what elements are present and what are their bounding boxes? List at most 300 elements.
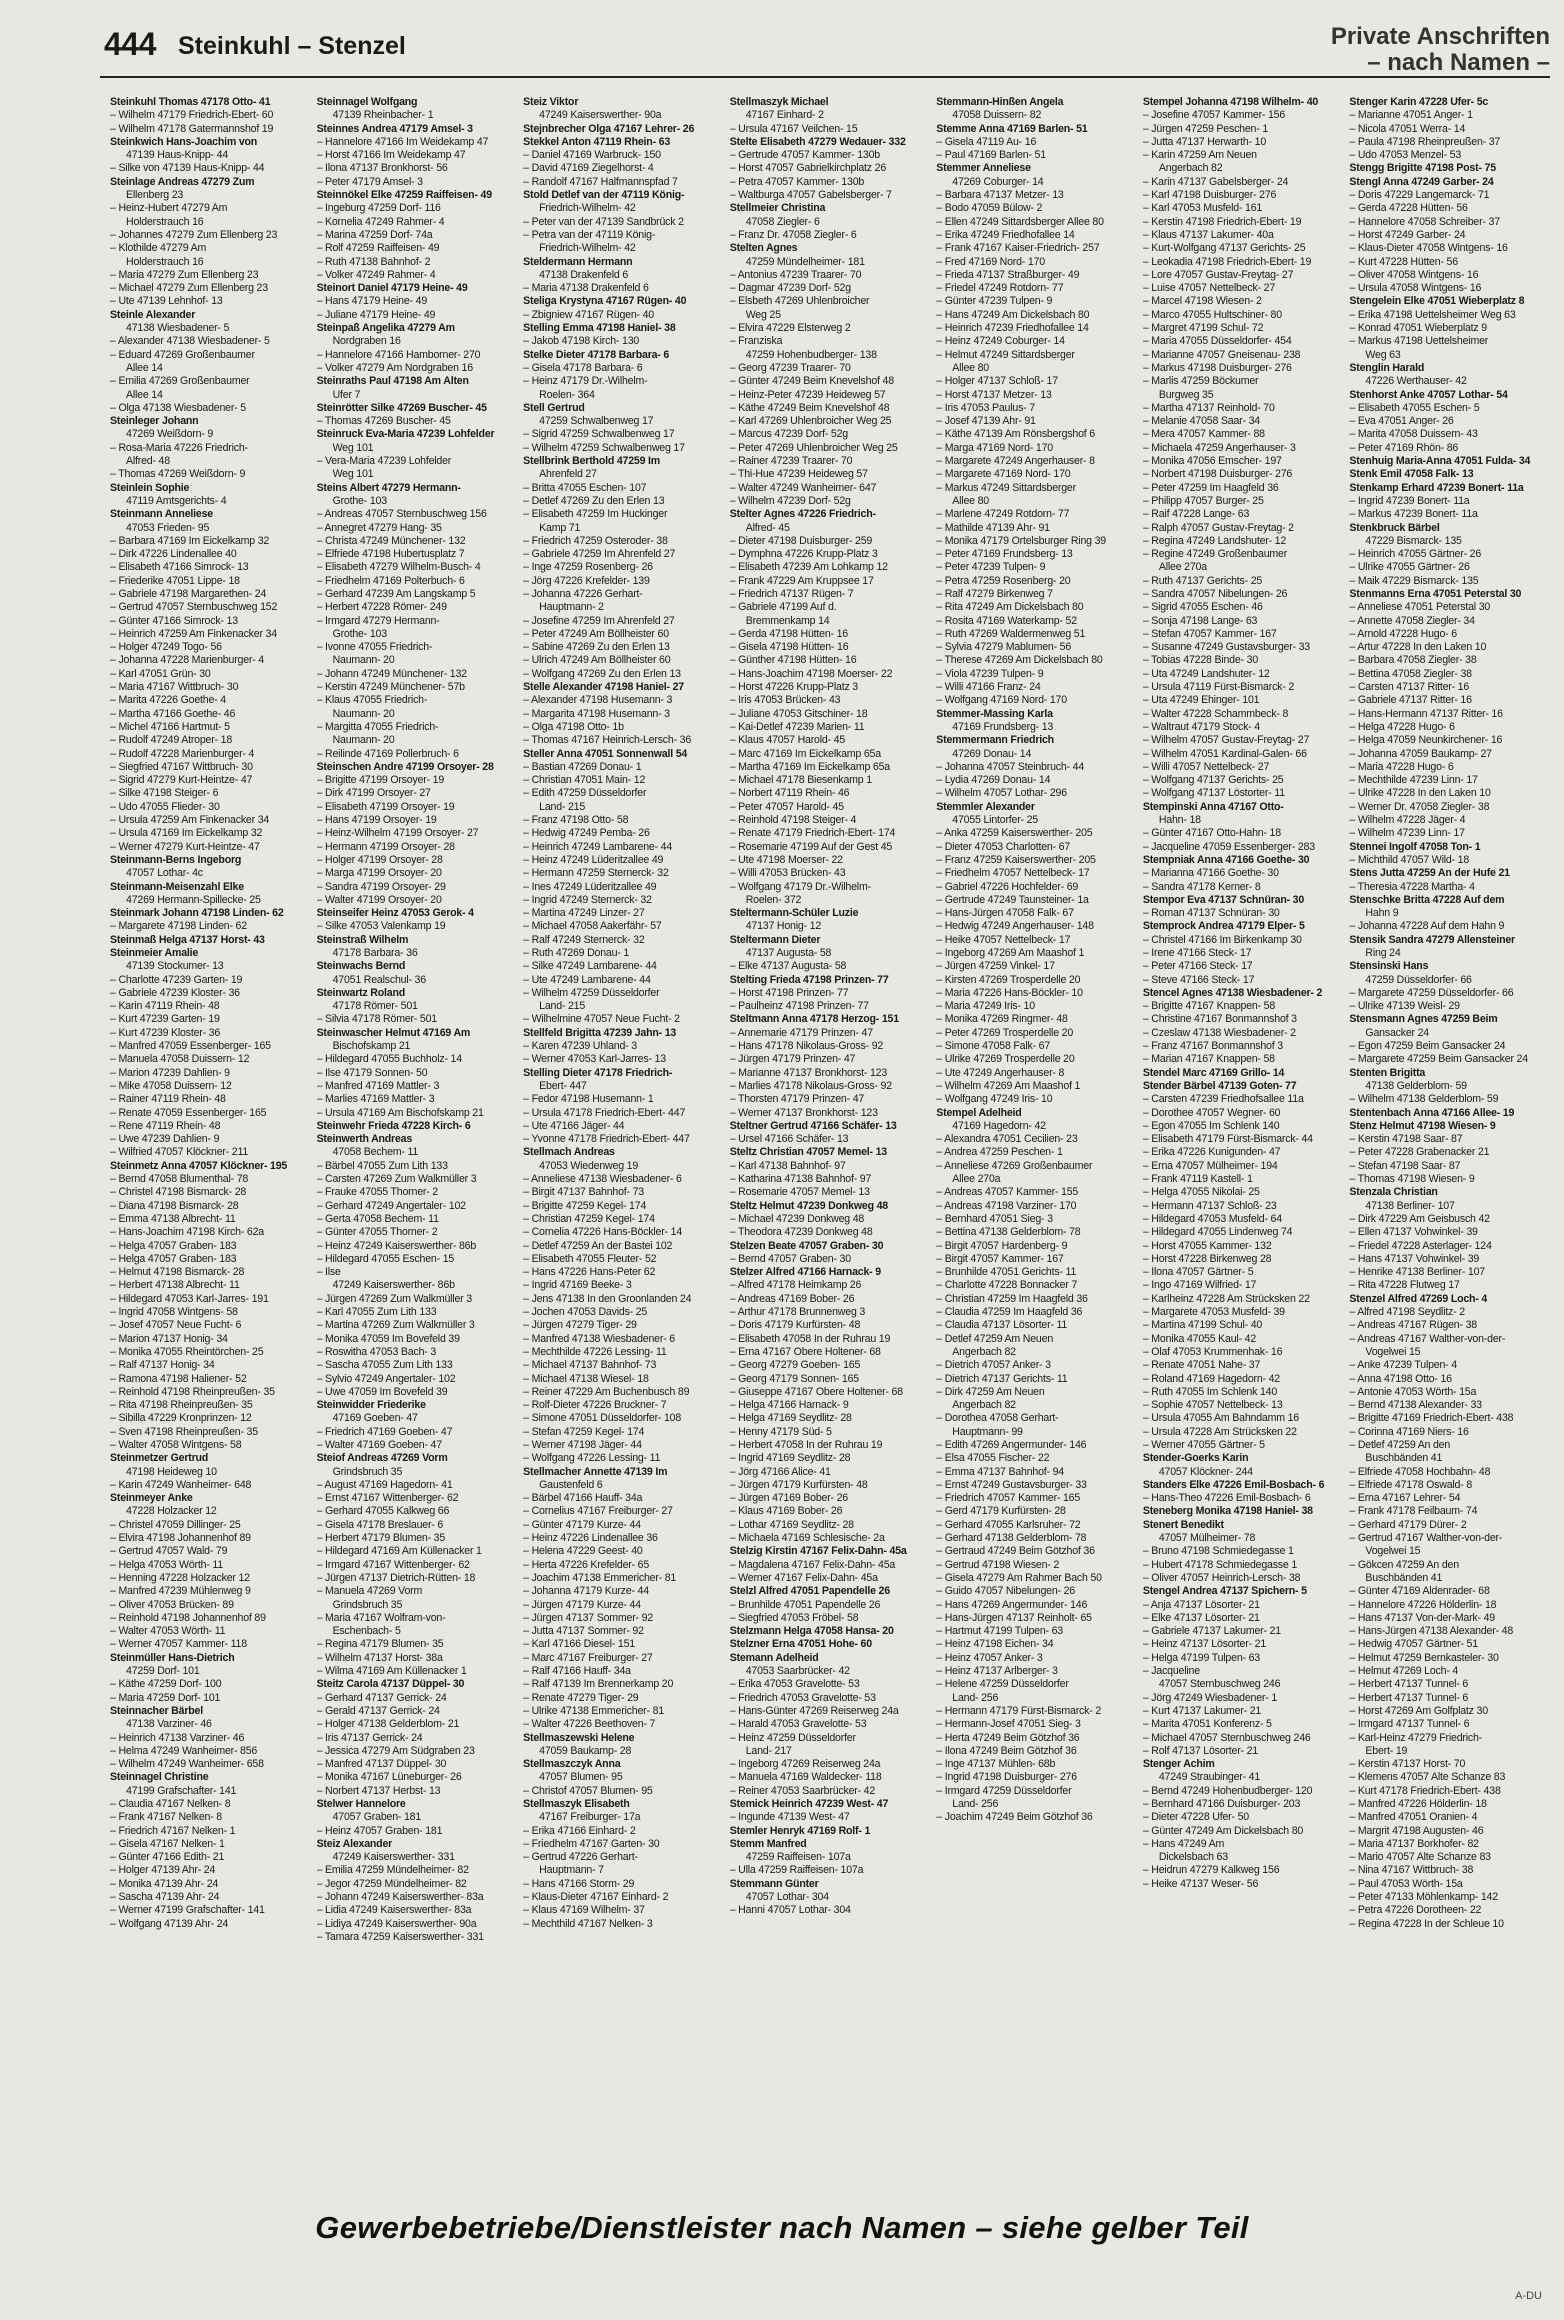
- listing-entry: – Siegfried 47167 Wittbruch- 30: [110, 761, 311, 774]
- listing-entry: – Gertrud 47057 Sternbuschweg 152: [110, 601, 311, 614]
- listing-entry: Ufer 7: [332, 388, 361, 401]
- listing-entry: – Heinz 47198 Eichen- 34: [936, 1638, 1137, 1651]
- listing-entry: – Henrike 47138 Berliner- 107: [1349, 1266, 1550, 1279]
- listing-entry: – Alexander 47198 Husemann- 3: [523, 694, 724, 707]
- listing-entry: – Helga 47057 Graben- 183: [110, 1253, 311, 1266]
- listing-entry: – Raif 47228 Lange- 63: [1143, 508, 1344, 521]
- listing-entry: Buschbänden 41: [1365, 1452, 1443, 1465]
- listing-entry: – Günter 47169 Aldenrader- 68: [1349, 1585, 1550, 1598]
- listing-entry: – Herbert 47137 Tunnel- 6: [1349, 1678, 1550, 1691]
- listing-entry: – Emma 47137 Bahnhof- 94: [936, 1466, 1137, 1479]
- listing-entry: Burgweg 35: [1158, 388, 1214, 401]
- listing-entry: – Hermann-Josef 47051 Sieg- 3: [936, 1718, 1137, 1731]
- listing-entry: – Ralf 47279 Birkenweg 7: [936, 588, 1137, 601]
- listing-entry: – Wilhelm 47269 Am Maashof 1: [936, 1080, 1137, 1093]
- listing-entry: – Marita 47051 Konferenz- 5: [1143, 1718, 1344, 1731]
- listing-entry: – Silke 47198 Steiger- 6: [110, 787, 311, 800]
- listing-entry: – Paula 47198 Rheinpreußen- 37: [1349, 136, 1550, 149]
- listing-entry: – Gertrud 47057 Wald- 79: [110, 1545, 311, 1558]
- listing-entry: – Wilhelm 47057 Gustav-Freytag- 27: [1143, 734, 1344, 747]
- surname-entry: Steiof Andreas 47269 Vorm: [316, 1452, 448, 1465]
- listing-entry: – Monika 47055 Rheintörchen- 25: [110, 1346, 311, 1359]
- listing-entry: – Peter 47133 Möhlenkamp- 142: [1349, 1891, 1550, 1904]
- listing-entry: – Hans 47178 Nikolaus-Gross- 92: [730, 1040, 931, 1053]
- listing-entry: – Helmut 47269 Loch- 4: [1349, 1665, 1550, 1678]
- surname-entry: Stellmaszyk Michael: [729, 96, 829, 108]
- listing-entry: – Carsten 47269 Zum Walkmüller 3: [317, 1173, 518, 1186]
- listing-entry: – Thorsten 47179 Prinzen- 47: [730, 1093, 931, 1106]
- listing-entry: – Wilhelm 47239 Dorf- 52g: [730, 495, 931, 508]
- listing-entry: 47059 Baukamp- 28: [539, 1744, 632, 1757]
- listing-entry: – Michael 47058 Aakerfähr- 57: [523, 920, 724, 933]
- listing-entry: – Uwe 47239 Dahlien- 9: [110, 1133, 311, 1146]
- listing-entry: – Friedhelm 47169 Polterbuch- 6: [317, 575, 518, 588]
- listing-entry: – Gisela 47167 Nelken- 1: [110, 1838, 311, 1851]
- surname-entry: Stenert Benedikt: [1142, 1518, 1224, 1531]
- listing-entry: – Maria 47249 Iris- 10: [936, 1000, 1137, 1013]
- listing-entry: – Herta 47226 Krefelder- 65: [523, 1559, 724, 1572]
- listing-entry: – Anneliese 47138 Wiesbadener- 6: [523, 1173, 724, 1186]
- listing-entry: – Friedrich 47137 Rügen- 7: [730, 588, 931, 601]
- listing-entry: Bischofskamp 21: [332, 1040, 411, 1053]
- listing-entry: – Lidia 47249 Kaiserswerther- 83a: [317, 1904, 518, 1917]
- listing-entry: – Werner 47167 Felix-Dahn- 45a: [730, 1572, 931, 1585]
- listing-entry: – Gisela 47178 Breslauer- 6: [317, 1519, 518, 1532]
- listing-entry: Hauptmann- 2: [539, 601, 604, 614]
- listing-entry: – Thomas 47167 Heinrich-Lersch- 36: [523, 734, 724, 747]
- listing-entry: – Petra van der 47119 König-: [523, 229, 724, 242]
- surname-entry: Stempor Eva 47137 Schnüran- 30: [1142, 893, 1305, 906]
- surname-entry: Stelle Alexander 47198 Haniel- 27: [523, 681, 684, 694]
- listing-entry: – Ute 47166 Jäger- 44: [523, 1120, 724, 1133]
- listing-entry: – Rudolf 47249 Atroper- 18: [110, 734, 311, 747]
- listing-entry: – Michael 47057 Sternbuschweg 246: [1143, 1732, 1344, 1745]
- surname-entry: Steltner Gertrud 47166 Schäfer- 13: [729, 1119, 897, 1132]
- listing-entry: – Manfred 47138 Wiesbadener- 6: [523, 1333, 724, 1346]
- listing-entry: – Holger 47139 Ahr- 24: [110, 1864, 311, 1877]
- listing-entry: – Margarete 47169 Nord- 170: [936, 468, 1137, 481]
- listing-entry: Naumann- 20: [332, 654, 395, 667]
- listing-entry: – Maria 47228 Hugo- 6: [1349, 761, 1550, 774]
- listing-entry: – Helene 47259 Düsseldorfer: [936, 1678, 1137, 1691]
- listing-entry: – Willi 47057 Nettelbeck- 27: [1143, 761, 1344, 774]
- listing-entry: – Tobias 47228 Binde- 30: [1143, 654, 1344, 667]
- listing-entry: – Marion 47239 Dahlien- 9: [110, 1067, 311, 1080]
- listing-entry: – Kirsten 47269 Trosperdelle 20: [936, 974, 1137, 987]
- listing-entry: – Heinz 47179 Dr.-Wilhelm-: [523, 375, 724, 388]
- listing-entry: – Guido 47057 Nibelungen- 26: [936, 1585, 1137, 1598]
- listing-entry: – Sonja 47198 Lange- 63: [1143, 615, 1344, 628]
- listing-entry: – Jessica 47279 Am Südgraben 23: [317, 1745, 518, 1758]
- surname-entry: Steinmetzer Gertrud: [110, 1452, 209, 1465]
- listing-entry: – Brigitte 47259 Kegel- 174: [523, 1200, 724, 1213]
- listing-entry: – Günter 47166 Edith- 21: [110, 1851, 311, 1864]
- listing-entry: Allee 270a: [1158, 561, 1207, 574]
- listing-entry: 47178 Römer- 501: [332, 1000, 418, 1013]
- listing-entry: – Lothar 47169 Seydlitz- 28: [730, 1519, 931, 1532]
- surname-entry: Steinseifer Heinz 47053 Gerok- 4: [316, 907, 474, 920]
- surname-entry: Steitz Carola 47137 Düppel- 30: [316, 1678, 465, 1691]
- listing-entry: – Ellen 47137 Vohwinkel- 39: [1349, 1226, 1550, 1239]
- listing-entry: – Andrea 47259 Peschen- 1: [936, 1146, 1137, 1159]
- listing-entry: – Ulrike 47228 In den Laken 10: [1349, 787, 1550, 800]
- surname-entry: Stellmaszewski Helene: [523, 1731, 635, 1744]
- listing-entry: – Ursula 47119 Fürst-Bismarck- 2: [1143, 681, 1344, 694]
- listing-entry: – Marlis 47259 Böckumer: [1143, 375, 1344, 388]
- listing-entry: – Sandra 47199 Orsoyer- 29: [317, 881, 518, 894]
- listing-entry: – Edith 47269 Angermunder- 146: [936, 1439, 1137, 1452]
- listing-entry: – Horst 47055 Kammer- 132: [1143, 1240, 1344, 1253]
- listing-entry: – Jürgen 47259 Peschen- 1: [1143, 123, 1344, 136]
- listing-entry: – Karl 47138 Bahnhof- 97: [730, 1160, 931, 1173]
- listing-entry: Holderstrauch 16: [126, 255, 204, 268]
- listing-entry: – Peter 47169 Rhön- 86: [1349, 442, 1550, 455]
- listing-entry: 47058 Ziegler- 6: [745, 215, 820, 228]
- surname-entry: Stelzmann Helga 47058 Hansa- 20: [729, 1625, 894, 1638]
- listing-entry: – Thi-Hue 47239 Heideweg 57: [730, 468, 931, 481]
- listing-entry: – Christian 47051 Main- 12: [523, 774, 724, 787]
- listing-entry: – Jürgen 47279 Tiger- 29: [523, 1319, 724, 1332]
- surname-entry: Stempniak Anna 47166 Goethe- 30: [1142, 853, 1310, 866]
- surname-entry: Steinlein Sophie: [110, 481, 190, 494]
- listing-entry: – Klothilde 47279 Am: [110, 242, 311, 255]
- listing-entry: – Ursula 47178 Friedrich-Ebert- 447: [523, 1107, 724, 1120]
- listing-entry: – Artur 47228 In den Laken 10: [1349, 641, 1550, 654]
- listing-entry: – Michthild 47057 Wild- 18: [1349, 854, 1550, 867]
- listing-entry: – Wolfgang 47226 Lessing- 11: [523, 1452, 724, 1465]
- listing-entry: – Klaus-Dieter 47167 Einhard- 2: [523, 1891, 724, 1904]
- listing-entry: – Hildegard 47053 Musfeld- 64: [1143, 1213, 1344, 1226]
- listing-entry: – Hans-Joachim 47198 Moerser- 22: [730, 668, 931, 681]
- listing-entry: Hahn- 18: [1158, 814, 1201, 827]
- listing-entry: – Hans-Jürgen 47058 Falk- 67: [936, 907, 1137, 920]
- listing-entry: – Sylvio 47249 Angertaler- 102: [317, 1373, 518, 1386]
- listing-entry: Grindsbruch 35: [332, 1598, 403, 1611]
- listing-entry: – Wilfried 47057 Klöckner- 211: [110, 1146, 311, 1159]
- listing-entry: – Werner 47198 Jäger- 44: [523, 1439, 724, 1452]
- listing-entry: – Klemens 47057 Alte Schanze 83: [1349, 1771, 1550, 1784]
- listing-entry: – Heinz 47226 Lindenallee 36: [523, 1532, 724, 1545]
- listing-entry: – Elisabeth 47179 Fürst-Bismarck- 44: [1143, 1133, 1344, 1146]
- listing-entry: – Markus 47249 Sittardsberger: [936, 482, 1137, 495]
- listing-entry: – Georg 47279 Goeben- 165: [730, 1359, 931, 1372]
- listing-entry: 47259 Schwalbenweg 17: [539, 415, 654, 428]
- surname-entry: Stellfeld Brigitta 47239 Jahn- 13: [523, 1026, 677, 1039]
- listing-entry: – Gerhard 47055 Kalkweg 66: [317, 1505, 518, 1518]
- listing-entry: – Hildegard 47055 Eschen- 15: [317, 1253, 518, 1266]
- listing-entry: – Manfred 47137 Düppel- 30: [317, 1758, 518, 1771]
- listing-entry: – Rainer 47119 Rhein- 48: [110, 1093, 311, 1106]
- listing-entry: – Anneliese 47051 Peterstal 30: [1349, 601, 1550, 614]
- listing-entry: – Jürgen 47137 Sommer- 92: [523, 1612, 724, 1625]
- listing-entry: – Gerhard 47249 Angertaler- 102: [317, 1200, 518, 1213]
- listing-entry: – Jörg 47226 Krefelder- 139: [523, 575, 724, 588]
- listing-entry: – Luise 47057 Nettelbeck- 27: [1143, 282, 1344, 295]
- listing-entry: – Helmut 47259 Bernkasteler- 30: [1349, 1652, 1550, 1665]
- listing-entry: – Maria 47055 Düsseldorfer- 454: [1143, 335, 1344, 348]
- listing-entry: – Dagmar 47239 Dorf- 52g: [730, 282, 931, 295]
- listing-entry: – Anke 47239 Tulpen- 4: [1349, 1359, 1550, 1372]
- listing-entry: – Philipp 47057 Burger- 25: [1143, 495, 1344, 508]
- surname-entry: Steinmetz Anna 47057 Klöckner- 195: [110, 1159, 288, 1172]
- listing-entry: 47199 Grafschafter- 141: [126, 1784, 237, 1797]
- listing-entry: – Margret 47199 Schul- 72: [1143, 322, 1344, 335]
- listing-entry: – Gertrud 47167 Walther-von-der-: [1349, 1532, 1550, 1545]
- listing-entry: – Kerstin 47198 Friedrich-Ebert- 19: [1143, 216, 1344, 229]
- listing-entry: 47226 Werthauser- 42: [1365, 375, 1467, 388]
- listing-entry: 47138 Varziner- 46: [126, 1718, 212, 1731]
- listing-entry: – Karin 47259 Am Neuen: [1143, 149, 1344, 162]
- surname-entry: Stengg Brigitte 47198 Post- 75: [1349, 162, 1496, 175]
- listing-entry: – Gerta 47058 Bechem- 11: [317, 1213, 518, 1226]
- listing-entry: – Maria 47138 Drakenfeld 6: [523, 282, 724, 295]
- listing-entry: – Willi 47053 Brücken- 43: [730, 867, 931, 880]
- listing-entry: – Udo 47053 Menzel- 53: [1349, 149, 1550, 162]
- listing-entry: – Roswitha 47053 Bach- 3: [317, 1346, 518, 1359]
- listing-entry: – Walter 47226 Beethoven- 7: [523, 1718, 724, 1731]
- listing-entry: – Josefine 47259 Im Ahrenfeld 27: [523, 615, 724, 628]
- surname-entry: Steltermann-Schüler Luzie: [729, 907, 859, 920]
- listing-entry: – Walter 47249 Wanheimer- 647: [730, 482, 931, 495]
- listing-entry: – Erna 47167 Obere Holtener- 68: [730, 1346, 931, 1359]
- surname-entry: Stemick Heinrich 47239 West- 47: [729, 1798, 889, 1810]
- listing-entry: – Elke 47137 Lösorter- 21: [1143, 1612, 1344, 1625]
- listing-entry: – Hartmut 47199 Tulpen- 63: [936, 1625, 1137, 1638]
- listing-entry: – Zbigniew 47167 Rügen- 40: [523, 309, 724, 322]
- listing-entry: – Theodora 47239 Donkweg 48: [730, 1226, 931, 1239]
- listing-entry: – Karin 47249 Wanheimer- 648: [110, 1479, 311, 1492]
- listing-entry: – Klaus 47055 Friedrich-: [317, 694, 518, 707]
- surname-entry: Stejnbrecher Olga 47167 Lehrer- 26: [523, 122, 695, 135]
- listing-entry: 47249 Kaiserswerther- 90a: [539, 109, 662, 122]
- listing-entry: – Reinhold 47198 Rheinpreußen- 35: [110, 1386, 311, 1399]
- listing-entry: – Barbara 47169 Im Eickelkamp 32: [110, 535, 311, 548]
- listing-entry: – Helga 47059 Neunkirchener- 16: [1349, 734, 1550, 747]
- listing-entry: – Monika 47055 Kaul- 42: [1143, 1333, 1344, 1346]
- listing-entry: 47269 Coburger- 14: [952, 175, 1044, 188]
- listing-entry: – Hermann 47179 Fürst-Bismarck- 2: [936, 1705, 1137, 1718]
- listing-entry: 47269 Donau- 14: [952, 747, 1032, 760]
- listing-entry: – Wilhelm 47228 Jäger- 4: [1349, 814, 1550, 827]
- listing-entry: – Wolfgang 47179 Dr.-Wilhelm-: [730, 881, 931, 894]
- listing-entry: – Hildegard 47169 Am Küllenacker 1: [317, 1545, 518, 1558]
- surname-entry: Steinle Alexander: [110, 308, 196, 321]
- listing-entry: – Iris 47137 Gerrick- 24: [317, 1732, 518, 1745]
- surname-entry: Stenkbruck Bärbel: [1349, 521, 1440, 534]
- listing-entry: – Johann 47249 Kaiserswerther- 83a: [317, 1891, 518, 1904]
- listing-entry: – Ilse: [317, 1266, 518, 1279]
- listing-entry: – Georg 47179 Sonnen- 165: [730, 1373, 931, 1386]
- listing-entry: – David 47169 Ziegelhorst- 4: [523, 162, 724, 175]
- listing-entry: – Konrad 47051 Wieberplatz 9: [1349, 322, 1550, 335]
- listing-entry: – Silke 47053 Valenkamp 19: [317, 920, 518, 933]
- listing-entry: – Michael 47137 Bahnhof- 73: [523, 1359, 724, 1372]
- listing-entry: – Manfred 47226 Hölderlin- 18: [1349, 1798, 1550, 1811]
- listing-entry: – Lydia 47269 Donau- 14: [936, 774, 1137, 787]
- listing-entry: – Emilia 47269 Großenbaumer: [110, 375, 311, 388]
- surname-entry: Stell Gertrud: [523, 401, 585, 414]
- listing-entry: – Birgit 47057 Hardenberg- 9: [936, 1240, 1137, 1253]
- listing-entry: – Brigitte 47167 Knappen- 58: [1143, 1000, 1344, 1013]
- listing-entry: – Lore 47057 Gustav-Freytag- 27: [1143, 269, 1344, 282]
- surname-entry: Stenger Karin 47228 Ufer- 5c: [1349, 96, 1489, 108]
- listing-entry: – Sigrid 47279 Kurt-Heintze- 47: [110, 774, 311, 787]
- listing-entry: – Friedrich 47057 Kammer- 165: [936, 1492, 1137, 1505]
- listing-entry: – Peter van der 47139 Sandbrück 2: [523, 216, 724, 229]
- listing-entry: – Gökcen 47259 An den: [1349, 1559, 1550, 1572]
- listing-entry: Allee 14: [126, 388, 163, 401]
- listing-entry: – Friedhelm 47057 Nettelbeck- 17: [936, 867, 1137, 880]
- listing-entry: – Gabriele 47137 Lakumer- 21: [1143, 1625, 1344, 1638]
- listing-entry: – Emilia 47259 Mündelheimer- 82: [317, 1864, 518, 1877]
- surname-entry: Steinraths Paul 47198 Am Alten: [316, 375, 469, 388]
- surname-entry: Stelter Agnes 47226 Friedrich-: [729, 508, 876, 521]
- listing-entry: – Rita 47198 Rheinpreußen- 35: [110, 1399, 311, 1412]
- listing-entry: – Heinz 47259 Düsseldorfer: [730, 1732, 931, 1745]
- listing-entry: 47058 Duissern- 82: [952, 109, 1042, 122]
- listing-entry: – Gabriel 47226 Hochfelder- 69: [936, 881, 1137, 894]
- listing-entry: 47057 Lothar- 4c: [126, 867, 203, 880]
- listing-entry: – Manfred 47059 Essenberger- 165: [110, 1040, 311, 1053]
- surname-entry: Stemann Adelheid: [729, 1651, 819, 1664]
- listing-entry: – Rolf-Dieter 47226 Bruckner- 7: [523, 1399, 724, 1412]
- listing-entry: – Ursel 47166 Schäfer- 13: [730, 1133, 931, 1146]
- listing-entry: – Gerda 47228 Hütten- 56: [1349, 202, 1550, 215]
- listing-entry: – Kurt-Wolfgang 47137 Gerichts- 25: [1143, 242, 1344, 255]
- surname-entry: Steinruck Eva-Maria 47239 Lohfelder: [316, 428, 495, 441]
- listing-entry: – Peter 47249 Am Böllheister 60: [523, 628, 724, 641]
- listing-entry: – Udo 47055 Flieder- 30: [110, 801, 311, 814]
- listing-entry: – Erna 47057 Mülheimer- 194: [1143, 1160, 1344, 1173]
- listing-entry: – Friedrich 47169 Goeben- 47: [317, 1426, 518, 1439]
- listing-entry: – Detlef 47259 Am Neuen: [936, 1333, 1137, 1346]
- listing-entry: – Margitta 47055 Friedrich-: [317, 721, 518, 734]
- listing-entry: – Martha 47169 Im Eickelkamp 65a: [730, 761, 931, 774]
- listing-entry: – Manfred 47169 Mattler- 3: [317, 1080, 518, 1093]
- listing-entry: – Elfriede 47058 Hochbahn- 48: [1349, 1466, 1550, 1479]
- listing-entry: – Jürgen 47179 Kurfürsten- 48: [730, 1479, 931, 1492]
- listing-entry: Angerbach 82: [952, 1345, 1016, 1358]
- listing-entry: Weg 101: [332, 441, 374, 454]
- listing-entry: – Horst 47137 Metzer- 13: [936, 389, 1137, 402]
- listing-entry: – Yvonne 47178 Friedrich-Ebert- 447: [523, 1133, 724, 1146]
- listing-entry: – Ilona 47249 Beim Götzhof 36: [936, 1745, 1137, 1758]
- listing-entry: – Johanna 47057 Steinbruch- 44: [936, 761, 1137, 774]
- listing-entry: – Melanie 47058 Saar- 34: [1143, 415, 1344, 428]
- listing-entry: – Gabriele 47239 Kloster- 36: [110, 987, 311, 1000]
- listing-entry: – Oliver 47057 Heinrich-Lersch- 38: [1143, 1572, 1344, 1585]
- surname-entry: Stenhuig Maria-Anna 47051 Fulda- 34: [1349, 455, 1531, 468]
- listing-entry: – Gerhard 47137 Gerrick- 24: [317, 1692, 518, 1705]
- listing-entry: – Frieda 47137 Straßburger- 49: [936, 269, 1137, 282]
- listing-entry: – Andreas 47198 Varziner- 170: [936, 1200, 1137, 1213]
- listing-entry: – Harald 47053 Gravelotte- 53: [730, 1718, 931, 1731]
- listing-entry: 47057 Sternbuschweg 246: [1158, 1678, 1281, 1691]
- listing-entry: – Carsten 47137 Ritter- 16: [1349, 681, 1550, 694]
- listing-entry: – Marion 47137 Honig- 34: [110, 1333, 311, 1346]
- listing-entry: – Rosemarie 47057 Memel- 13: [730, 1186, 931, 1199]
- listing-entry: – Wolfgang 47249 Iris- 10: [936, 1093, 1137, 1106]
- surname-entry: Stempel Johanna 47198 Wilhelm- 40: [1142, 96, 1319, 108]
- listing-entry: – Walter 47228 Schammbeck- 8: [1143, 708, 1344, 721]
- surname-entry: Stensmann Agnes 47259 Beim: [1349, 1013, 1498, 1026]
- listing-entry: – Hans 47137 Von-der-Mark- 49: [1349, 1612, 1550, 1625]
- listing-entry: Weg 63: [1365, 348, 1401, 361]
- listing-entry: 47169 Frundsberg- 13: [952, 720, 1054, 733]
- listing-entry: – Dymphna 47226 Krupp-Platz 3: [730, 548, 931, 561]
- surname-entry: Steinschen Andre 47199 Orsoyer- 28: [316, 760, 494, 773]
- listing-entry: – Franz 47167 Bonmannshof 3: [1143, 1040, 1344, 1053]
- listing-entry: – Jürgen 47169 Bober- 26: [730, 1492, 931, 1505]
- listing-entry: – Hans-Günter 47269 Reiserweg 24a: [730, 1705, 931, 1718]
- listing-entry: – Peter 47166 Steck- 17: [1143, 960, 1344, 973]
- listing-entry: – Rosita 47169 Waterkamp- 52: [936, 615, 1137, 628]
- listing-entry: – Elisabeth 47199 Orsoyer- 19: [317, 801, 518, 814]
- listing-entry: Hauptmann- 7: [539, 1864, 604, 1877]
- listing-entry: – Gertrud 47198 Wiesen- 2: [936, 1559, 1137, 1572]
- listing-entry: – Elisabeth 47259 Im Huckinger: [523, 508, 724, 521]
- listing-entry: – Sascha 47055 Zum Lith 133: [317, 1359, 518, 1372]
- listing-entry: – Heinz 47249 Lüderitzallee 49: [523, 854, 724, 867]
- listing-entry: – Marc 47169 Im Eickelkamp 65a: [730, 748, 931, 761]
- listing-entry: – Ingrid 47239 Bonert- 11a: [1349, 495, 1550, 508]
- page-header: [0, 0, 1564, 80]
- listing-entry: – Hannelore 47226 Hölderlin- 18: [1349, 1599, 1550, 1612]
- surname-entry: Steinmaß Helga 47137 Horst- 43: [110, 933, 265, 946]
- surname-entry: Stenkamp Erhard 47239 Bonert- 11a: [1349, 481, 1524, 494]
- listing-entry: – Andreas 47167 Rügen- 38: [1349, 1319, 1550, 1332]
- listing-entry: – Monika 47139 Ahr- 24: [110, 1878, 311, 1891]
- listing-entry: – Helga 47053 Wörth- 11: [110, 1559, 311, 1572]
- listing-entry: – Diana 47198 Bismarck- 28: [110, 1200, 311, 1213]
- listing-entry: 47138 Wiesbadener- 5: [126, 322, 230, 335]
- listing-entry: – Martha 47166 Goethe- 46: [110, 708, 311, 721]
- listing-entry: – Manuela 47269 Vorm: [317, 1585, 518, 1598]
- listing-entry: – Karen 47239 Uhland- 3: [523, 1040, 724, 1053]
- listing-entry: – Hannelore 47166 Hamborner- 270: [317, 349, 518, 362]
- listing-entry: – Gabriele 47199 Auf d.: [730, 601, 931, 614]
- listing-entry: – Klaus 47137 Lakumer- 40a: [1143, 229, 1344, 242]
- surname-entry: Steinort Daniel 47179 Heine- 49: [316, 282, 468, 295]
- listing-entry: – Werner Dr. 47058 Ziegler- 38: [1349, 801, 1550, 814]
- surname-entry: Stemmann Günter: [729, 1877, 819, 1890]
- listing-entry: – Heinz 47057 Graben- 181: [317, 1825, 518, 1838]
- listing-entry: – Irmgard 47167 Wittenberger- 62: [317, 1559, 518, 1572]
- listing-entry: – Kurt 47239 Kloster- 36: [110, 1027, 311, 1040]
- listing-entry: – Ernst 47167 Wittenberger- 62: [317, 1492, 518, 1505]
- page-number: 444: [104, 26, 156, 62]
- surname-entry: Steltz Helmut 47239 Donkweg 48: [729, 1199, 888, 1212]
- listing-entry: – Anja 47137 Lösorter- 21: [1143, 1599, 1344, 1612]
- surname-entry: Stenk Emil 47058 Falk- 13: [1349, 468, 1474, 481]
- listing-entry: 47139 Stockumer- 13: [126, 960, 224, 973]
- surname-entry: Stenzala Christian: [1349, 1186, 1438, 1199]
- listing-entry: – Kurt 47228 Hütten- 56: [1349, 256, 1550, 269]
- surname-entry: Steinwehr Frieda 47228 Kirch- 6: [316, 1119, 471, 1132]
- surname-entry: Stelwer Hannelore: [316, 1798, 406, 1810]
- listing-entry: – Marianne 47051 Anger- 1: [1349, 109, 1550, 122]
- listing-entry: – Ruth 47055 Im Schlenk 140: [1143, 1386, 1344, 1399]
- surname-entry: Steinmann-Berns Ingeborg: [110, 853, 242, 866]
- listing-entry: – Karin 47137 Gabelsberger- 24: [1143, 176, 1344, 189]
- listing-entry: – Regina 47249 Landshuter- 12: [1143, 535, 1344, 548]
- listing-entry: – Alexander 47138 Wiesbadener- 5: [110, 335, 311, 348]
- surname-entry: Stender Bärbel 47139 Goten- 77: [1142, 1079, 1297, 1092]
- listing-entry: – Holger 47249 Togo- 56: [110, 641, 311, 654]
- surname-entry: Steinpaß Angelika 47279 Am: [316, 322, 455, 335]
- listing-entry: – Fedor 47198 Husemann- 1: [523, 1093, 724, 1106]
- listing-entry: – Herbert 47138 Albrecht- 11: [110, 1279, 311, 1292]
